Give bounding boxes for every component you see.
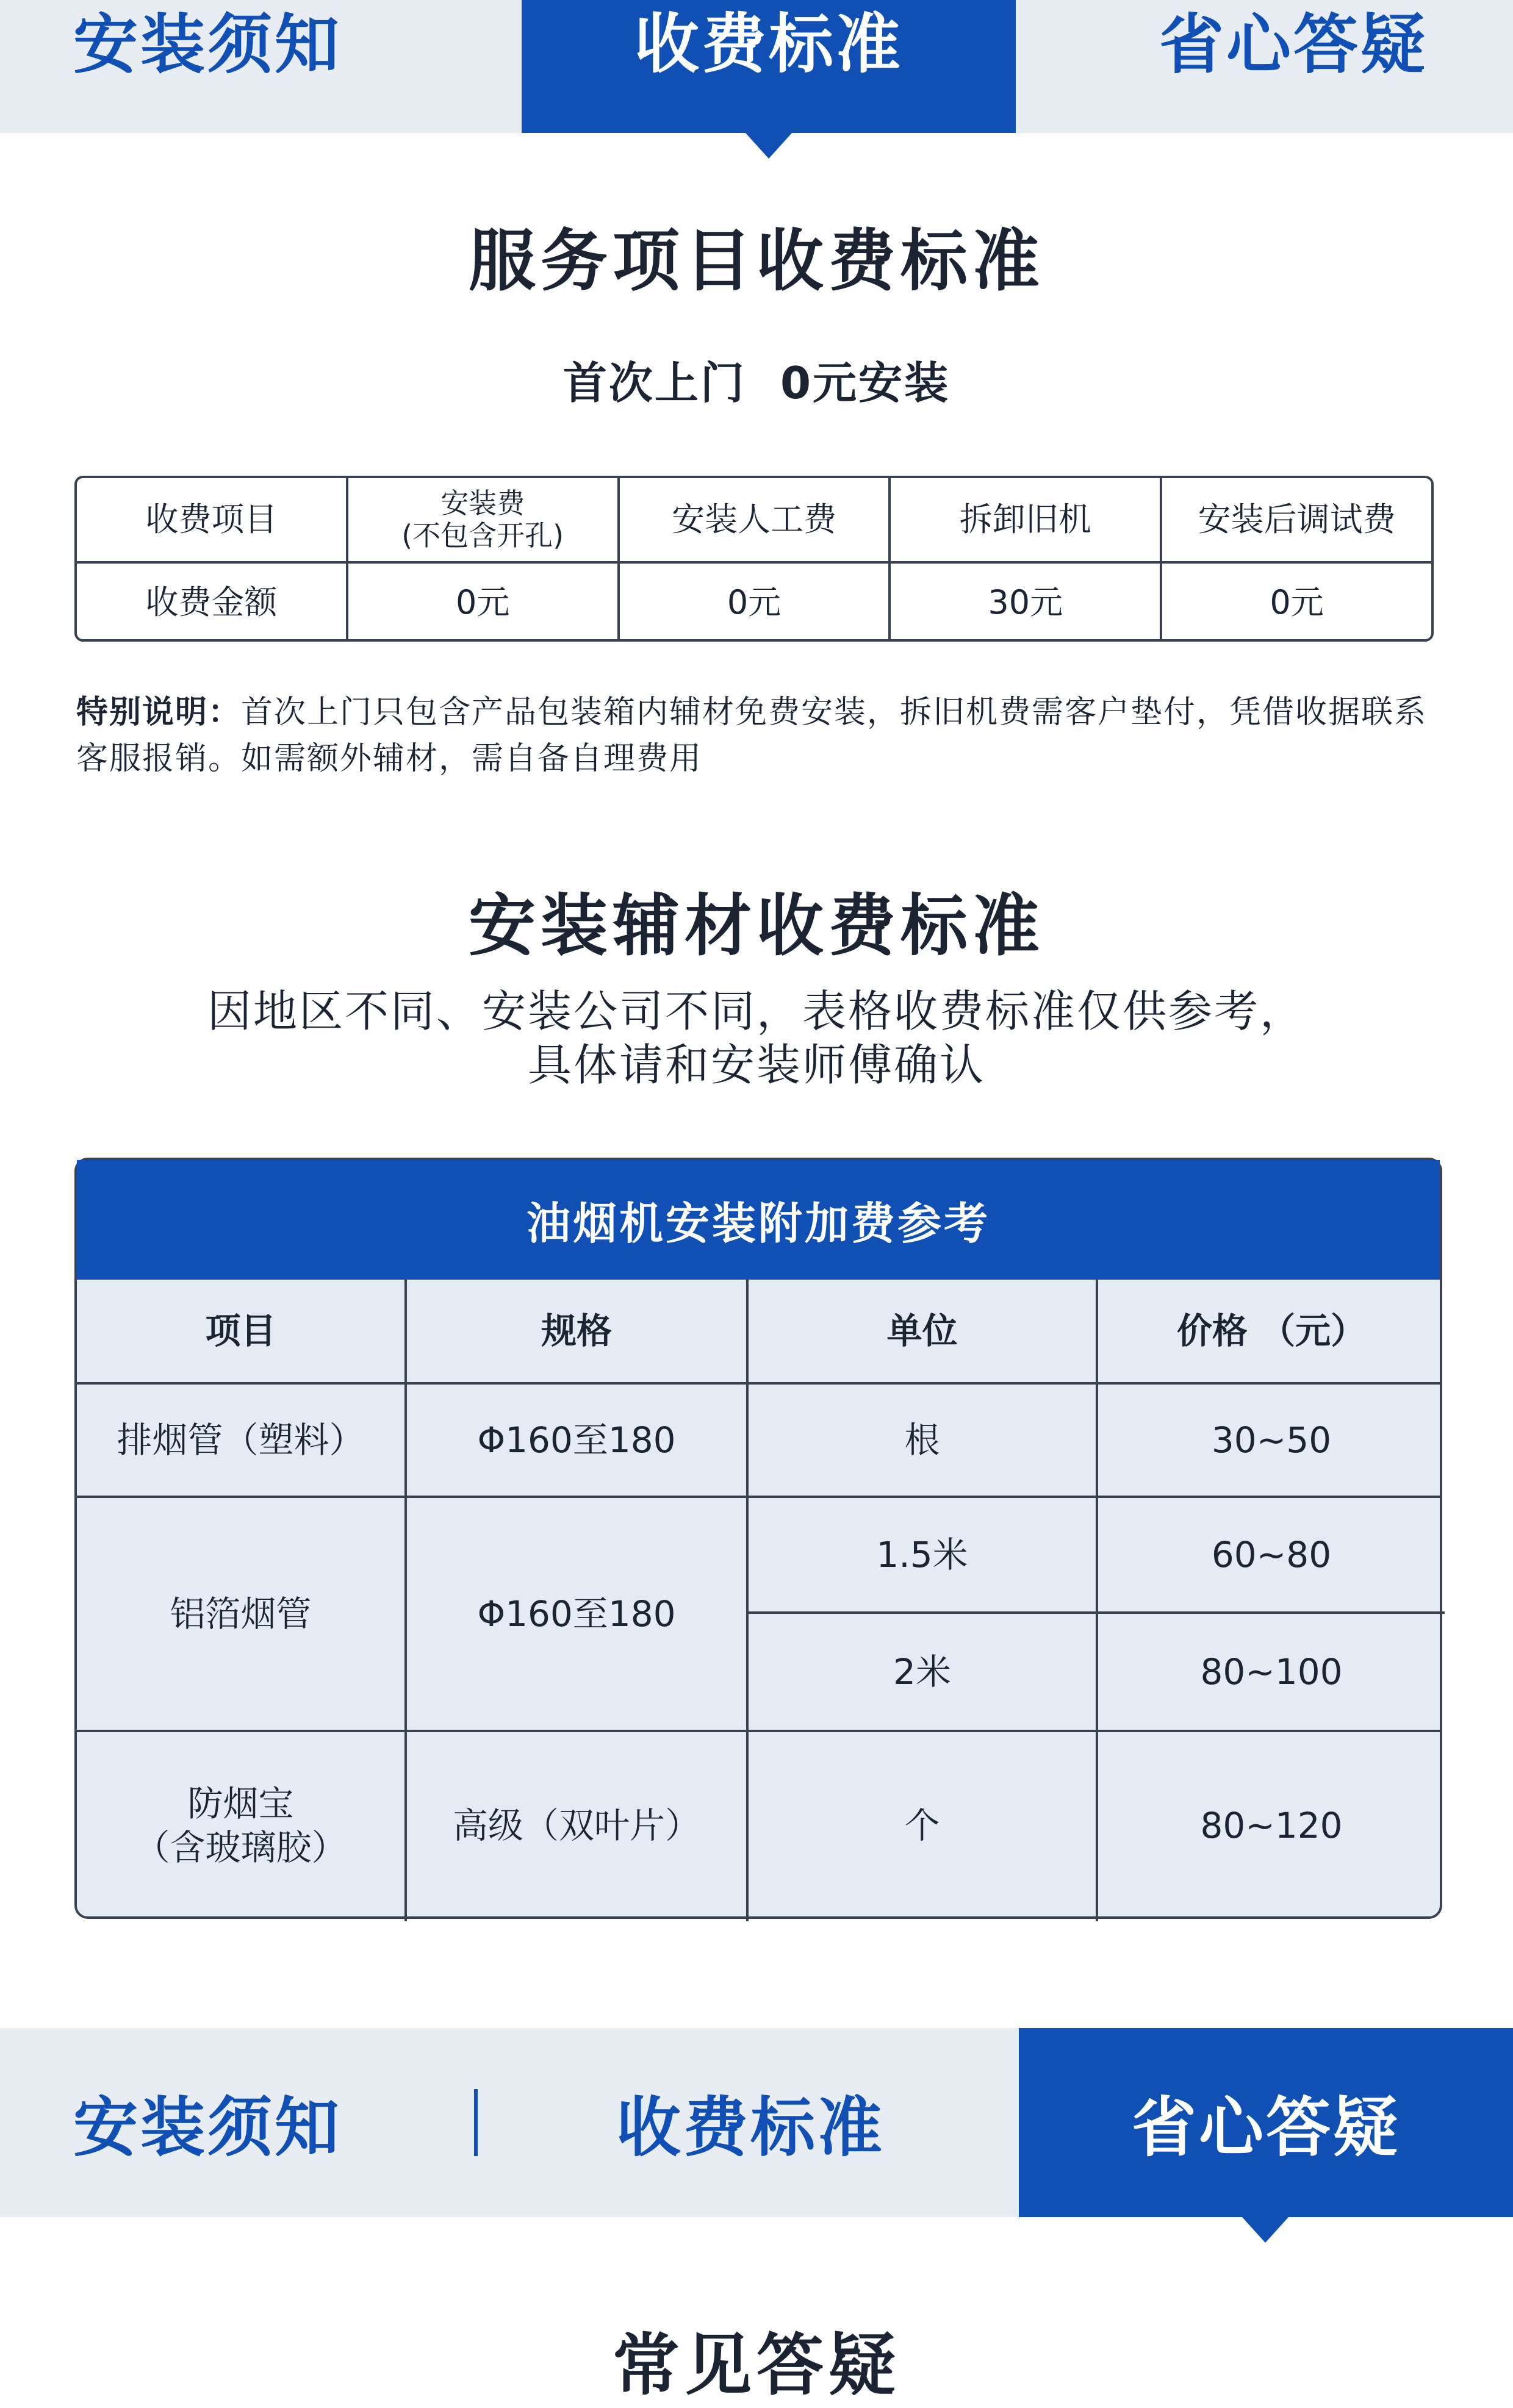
acc-row1-price: 30~50 [1211,1419,1332,1461]
tab-faq[interactable]: 省心答疑 [1159,7,1428,82]
special-note-label: 特别说明： [76,694,242,731]
acc-row2-spec: Φ160至180 [477,1593,676,1635]
active-tab-arrow [746,133,792,159]
fee-amount-install: 0元 [348,564,620,642]
service-fee-table [74,476,1434,642]
acc-header-item: 项目 [205,1310,276,1352]
acc-header-price: 价格 （元） [1176,1310,1367,1352]
bottom-tab-bar [0,2028,1513,2217]
fee-amount-remove: 30元 [891,564,1162,642]
tab-install-notice[interactable]: 安装须知 [73,7,342,82]
acc-row3-item [77,1732,404,1919]
fee-header-row [77,478,1431,564]
install-fee-note: (不包含开孔) [401,519,564,552]
tab-fee-standard[interactable]: 收费标准 [522,0,1016,133]
special-note-text: 首次上门只包含产品包装箱内辅材免费安装，拆旧机费需客户垫付，凭借收据联系客服报销。如需额外辅材，需自备自理费用 [76,694,1428,777]
material-fee-title: 安装辅材收费标准 [469,887,1044,965]
fee-cell-remove-old: 拆卸旧机 [891,478,1162,561]
fee-amount-label: 收费金额 [77,564,348,642]
tab-faq-bottom[interactable]: 省心答疑 [1019,2028,1513,2217]
top-tab-bar [0,0,1513,133]
acc-row3-price: 80~120 [1200,1804,1343,1846]
fee-cell-labor: 安装人工费 [620,478,891,561]
accessory-table-title: 油烟机安装附加费参考 [77,1160,1440,1280]
active-tab-arrow-bottom [1242,2217,1288,2243]
tab-divider [474,2089,478,2156]
acc-row1-spec: Φ160至180 [477,1419,676,1461]
fee-value-row [77,564,1431,642]
fee-cell-debug: 安装后调试费 [1198,500,1396,539]
tab-fee-standard-bottom[interactable]: 收费标准 [616,2090,885,2165]
install-fee-label: 安装费 [440,487,525,520]
acc-header-spec: 规格 [541,1310,612,1352]
fee-amount-labor: 0元 [620,564,891,642]
fee-amount-debug: 0元 [1270,582,1324,622]
tab-install-notice-bottom[interactable]: 安装须知 [73,2090,342,2165]
acc-row1-unit: 根 [904,1419,940,1461]
material-desc-line1: 因地区不同、安装公司不同，表格收费标准仅供参考， [207,986,1306,1037]
fee-cell-item-label: 收费项目 [77,478,348,561]
acc-row2-price-a: 60~80 [1211,1533,1332,1575]
acc-header-unit: 单位 [886,1310,958,1352]
acc-row3-spec: 高级（双叶片） [452,1804,700,1846]
acc-row2-unit-a: 1.5米 [876,1533,968,1575]
first-visit-subtitle: 首次上门 0元安装 [562,357,951,409]
service-fee-title: 服务项目收费标准 [469,222,1044,300]
acc-row3-item-line1: 防烟宝 [187,1782,294,1824]
material-desc-line2: 具体请和安装师傅确认 [527,1039,985,1091]
fee-cell-install-fee [348,478,620,561]
acc-row3-item-line2: （含玻璃胶） [134,1827,347,1868]
special-note [76,689,1431,782]
faq-section-title: 常见答疑 [613,2326,900,2404]
acc-row2-item: 铝箔烟管 [170,1593,312,1635]
acc-row2-unit-b: 2米 [893,1650,951,1693]
accessory-fee-table [74,1158,1442,1919]
acc-row1-item: 排烟管（塑料） [117,1419,365,1461]
acc-row2-price-b: 80~100 [1200,1650,1343,1693]
acc-row3-unit: 个 [904,1804,940,1846]
